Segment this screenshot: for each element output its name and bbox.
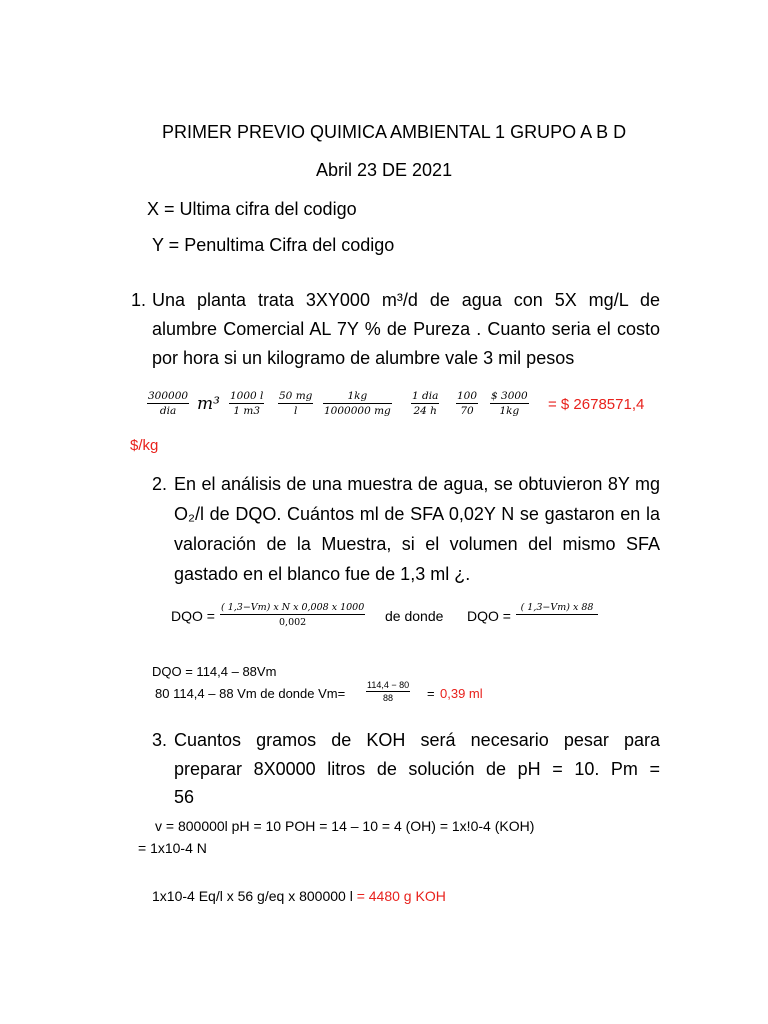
q3-number: 3.: [152, 730, 168, 750]
fraction-denominator: 70: [456, 403, 478, 418]
q1-unit: $/kg: [130, 437, 159, 454]
fraction-denominator: 0,002: [220, 614, 365, 629]
q2-line1: En el análisis de una muestra de agua, se obtuvieron 8Y mg: [174, 474, 660, 494]
q2-equals: =: [427, 686, 435, 701]
q2-dqo-fraction-2: [516, 601, 598, 626]
q3-final-left: 1x10-4 Eq/l x 56 g/eq x 800000 l: [152, 888, 353, 904]
q1-fraction-price: [490, 390, 529, 418]
q3-final-calc: [152, 888, 446, 904]
fraction-denominator: 88: [366, 691, 410, 704]
fraction-denominator: l: [278, 403, 313, 418]
q1-number: 1.: [131, 290, 147, 310]
q1-line3: por hora si un kilogramo de alumbre vale 3 mil pesos: [152, 348, 575, 368]
fraction-numerator: $ 3000: [491, 390, 528, 402]
q3-line2: preparar 8X0000 litros de solución de pH = 10. Pm =: [174, 759, 660, 779]
q2-line2: O₂/l de DQO. Cuántos ml de SFA 0,02Y N se gastaron en la: [174, 504, 660, 524]
x-definition: X = Ultima cifra del codigo: [147, 199, 357, 219]
fraction-denominator: [516, 614, 598, 626]
q2-line4: gastado en el blanco fue de 1,3 ml ¿.: [174, 564, 471, 584]
q2-number: 2.: [152, 474, 168, 494]
q1-line2: alumbre Comercial AL 7Y % de Pureza . Cuanto seria el costo: [152, 319, 660, 339]
q2-dqo-label-2: DQO =: [467, 608, 511, 624]
q1-fraction-liters: [229, 390, 264, 418]
fraction-numerator: 1kg: [347, 390, 368, 402]
q1-fraction-purity: [456, 390, 478, 418]
q3-calc-line-2: = 1x10-4 N: [138, 840, 207, 856]
q2-equation-1: DQO = 114,4 – 88Vm: [152, 664, 277, 679]
fraction-numerator: 1000 l: [230, 390, 264, 402]
fraction-numerator: 300000: [148, 390, 189, 402]
fraction-numerator: 1 dia: [412, 390, 439, 402]
q2-dqo-fraction-1: [220, 601, 365, 629]
fraction-numerator: 100: [457, 390, 478, 402]
q1-result: = $ 2678571,4: [548, 396, 645, 413]
fraction-denominator: 1 m3: [229, 403, 264, 418]
fraction-numerator: 50 mg: [279, 390, 313, 402]
q2-line3: valoración de la Muestra, si el volumen del mismo SFA: [174, 534, 660, 554]
q3-line3: 56: [174, 787, 195, 807]
q1-m3: m³: [197, 394, 220, 414]
fraction-numerator: ( 1,3−Vm) x N x 0,008 x 1000: [221, 602, 365, 613]
fraction-denominator: 1000000 mg: [324, 405, 391, 417]
q2-de-donde: de donde: [385, 608, 444, 624]
q3-calc-line-1: v = 800000l pH = 10 POH = 14 – 10 = 4 (OH) = 1x!0-4 (KOH): [155, 818, 535, 834]
y-definition: Y = Penultima Cifra del codigo: [152, 235, 395, 255]
q2-result: 0,39 ml: [440, 686, 483, 701]
q1-fraction-flow: [147, 390, 189, 418]
fraction-numerator: ( 1,3−Vm) x 88: [520, 602, 594, 613]
q3-line1: Cuantos gramos de KOH será necesario pesar para: [174, 730, 660, 750]
document-date: Abril 23 DE 2021: [316, 160, 453, 180]
document-title: PRIMER PREVIO QUIMICA AMBIENTAL 1 GRUPO A B D: [162, 122, 627, 142]
q1-fraction-day: [411, 390, 439, 418]
q2-dqo-label-1: DQO =: [171, 608, 215, 624]
q2-vm-fraction: [366, 680, 410, 704]
q1-line1: Una planta trata 3XY000 m³/d de agua con 5X mg/L de: [152, 290, 660, 310]
fraction-denominator: dia: [147, 403, 189, 418]
q3-final-result: = 4480 g KOH: [356, 888, 446, 904]
fraction-denominator: 24 h: [411, 403, 439, 418]
q1-fraction-mg: [278, 390, 313, 418]
q2-equation-2: 80 114,4 – 88 Vm de donde Vm=: [155, 686, 346, 701]
fraction-denominator: 1kg: [490, 403, 529, 418]
q1-fraction-kg: [323, 390, 392, 418]
fraction-numerator: 114,4 − 80: [367, 680, 410, 690]
